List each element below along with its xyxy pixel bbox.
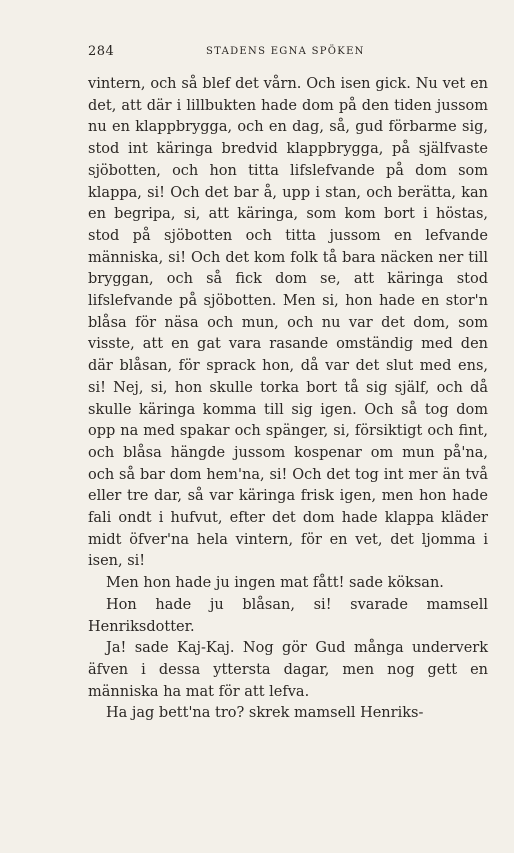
paragraph: vintern, och så blef det vårn. Och isen gick. Nu vet en det, att där i lillbukten hade dom på den tiden jussom nu en klappbrygga, och en dag, så, gud förbarme sig, stod int käringa bredvid klappbrygga, på själfvaste sjöbotten, och hon titta lifslefvande på dom som klappa, si! Och det bar å, upp i stan, och berätta, kan en begripa, si, att käringa, som kom bort i höstas, stod på sjöbotten och titta jussom en lefvande människa, si! Och det kom folk tå bara näcken ner till bryggan, och så fick dom se, att käringa stod lifslefvande på sjöbotten. Men si, hon hade en stor'n blåsa för näsa och mun, och nu var det dom, som visste, att en gat vara rasande omständig med den där blåsan, för sprack hon, då var det slut med ens, si! Nej, si, hon skulle torka bort tå sig själf, och då skulle käringa komma till sig igen. Och så tog dom opp na med spakar och spänger, si, försiktigt och fint, och blåsa hängde jussom kospenar om mun på'na, och så bar dom hem'na, si! Och det tog int mer än två eller tre dar, så var käringa frisk igen, men hon hade fali ondt i hufvut, efter det dom hade klappa kläder midt öfver'na hela vintern, för en vet, det ljomma i isen, si! bbox=[88, 76, 488, 570]
page-number: 284 bbox=[88, 44, 115, 59]
body-text bbox=[88, 74, 488, 725]
running-head: STADENS EGNA SPÖKEN bbox=[206, 46, 365, 57]
paragraph: Men hon hade ju ingen mat fått! sade köksan. bbox=[106, 575, 444, 592]
paragraph: Hon hade ju blåsan, si! svarade mamsell Henriksdotter. bbox=[88, 596, 488, 635]
paragraph: Ja! sade Kaj-Kaj. Nog gör Gud många underverk äfven i dessa yttersta dagar, men nog gett en människa ha mat för att lefva. bbox=[88, 640, 488, 700]
page-header bbox=[88, 44, 488, 60]
paragraph: Ha jag bett'na tro? skrek mamsell Henriks- bbox=[106, 705, 424, 722]
